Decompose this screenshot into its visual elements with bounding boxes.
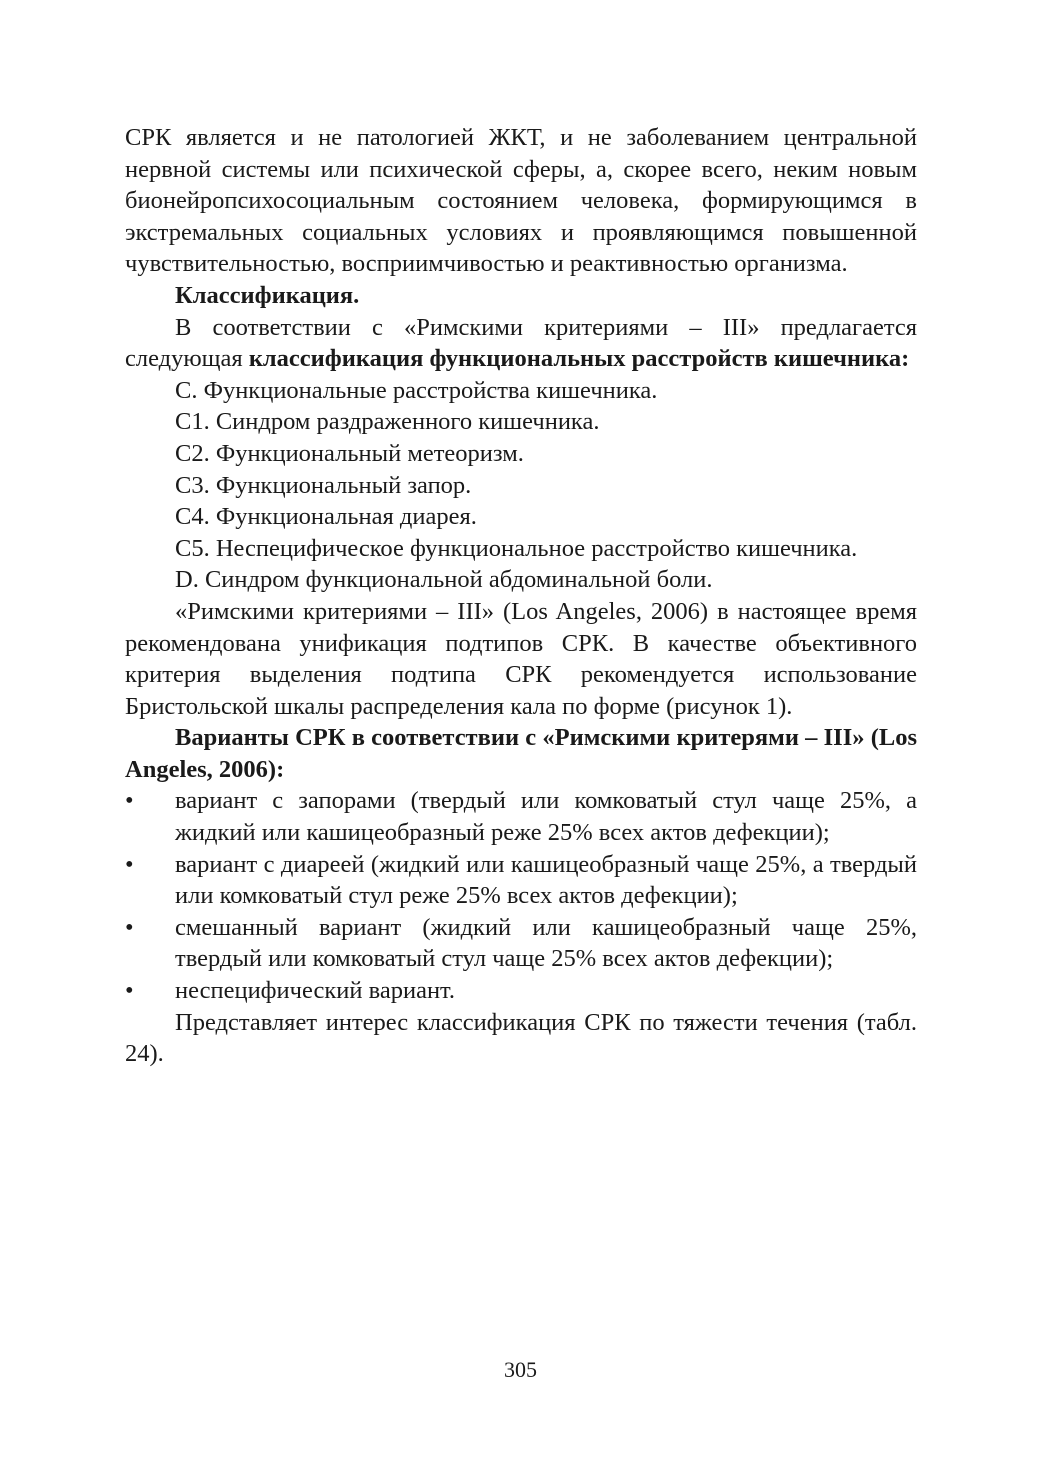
classification-heading: Классификация. [175,281,360,309]
rome-intro-text: В соответствии с «Римскими критериями – III» предлагается следующая [125,313,917,373]
rome-intro-paragraph [125,312,917,375]
variants-heading: Варианты СРК в соответствии с «Римскими критерями – III» (Los Angeles, 2006): [125,724,917,783]
classification-item: C. Функциональные расстройства кишечника. [175,376,658,404]
bullet-icon: • [125,850,134,878]
rome-recommendation-paragraph: «Римскими критериями – III» (Los Angeles, 2006) в настоящее время рекомендована унификация подтипов СРК. В качестве объективного критерия выделения подтипа СРК рекомендуется использование Бристольской шкалы распределения кала по форме (рисунок 1). [125,597,917,720]
classification-item: C4. Функциональная диарея. [175,503,477,531]
page-body [125,122,917,1070]
classification-item: C3. Функциональный запор. [175,471,472,499]
classification-item: C2. Функциональный метеоризм. [175,439,524,467]
classification-item: C1. Синдром раздраженного кишечника. [175,408,600,436]
list-item-text: вариант с диареей (жидкий или кашицеобразный чаще 25%, а твердый или комковатый стул реже 25% всех актов дефекции); [175,850,917,910]
page-number: 305 [504,1357,537,1382]
bullet-icon: • [125,913,134,941]
list-item [125,785,917,848]
intro-paragraph: СРК является и не патологией ЖКТ, и не заболеванием центральной нервной системы или психической сферы, а, скорее всего, неким новым бионейропсихосоциальным состоянием человека, формирующимся в экстремальных социальных условиях и проявляющимся повышенной чувствительностью, восприимчивостью и реактивностью организма. [125,124,917,278]
list-item-text: неспецифический вариант. [175,977,456,1005]
list-item [125,912,917,975]
bullet-icon: • [125,977,134,1005]
rome-intro-bold-text: классификация функциональных расстройств кишечника: [248,345,910,373]
variants-list [125,785,917,1006]
list-item-text: смешанный вариант (жидкий или кашицеобразный чаще 25%, твердый или комковатый стул чаще 25% всех актов дефекции); [175,913,917,973]
classification-item: C5. Неспецифическое функциональное расстройство кишечника. [175,534,858,562]
classification-item: D. Синдром функциональной абдоминальной боли. [175,566,713,594]
list-item-text: вариант с запорами (твердый или комковатый стул чаще 25%, а жидкий или кашицеобразный реже 25% всех актов дефекции); [175,787,917,847]
closing-paragraph: Представляет интерес классификация СРК по тяжести течения (табл. 24). [125,1008,917,1068]
bullet-icon: • [125,787,134,815]
list-item [125,849,917,912]
list-item [125,975,917,1007]
